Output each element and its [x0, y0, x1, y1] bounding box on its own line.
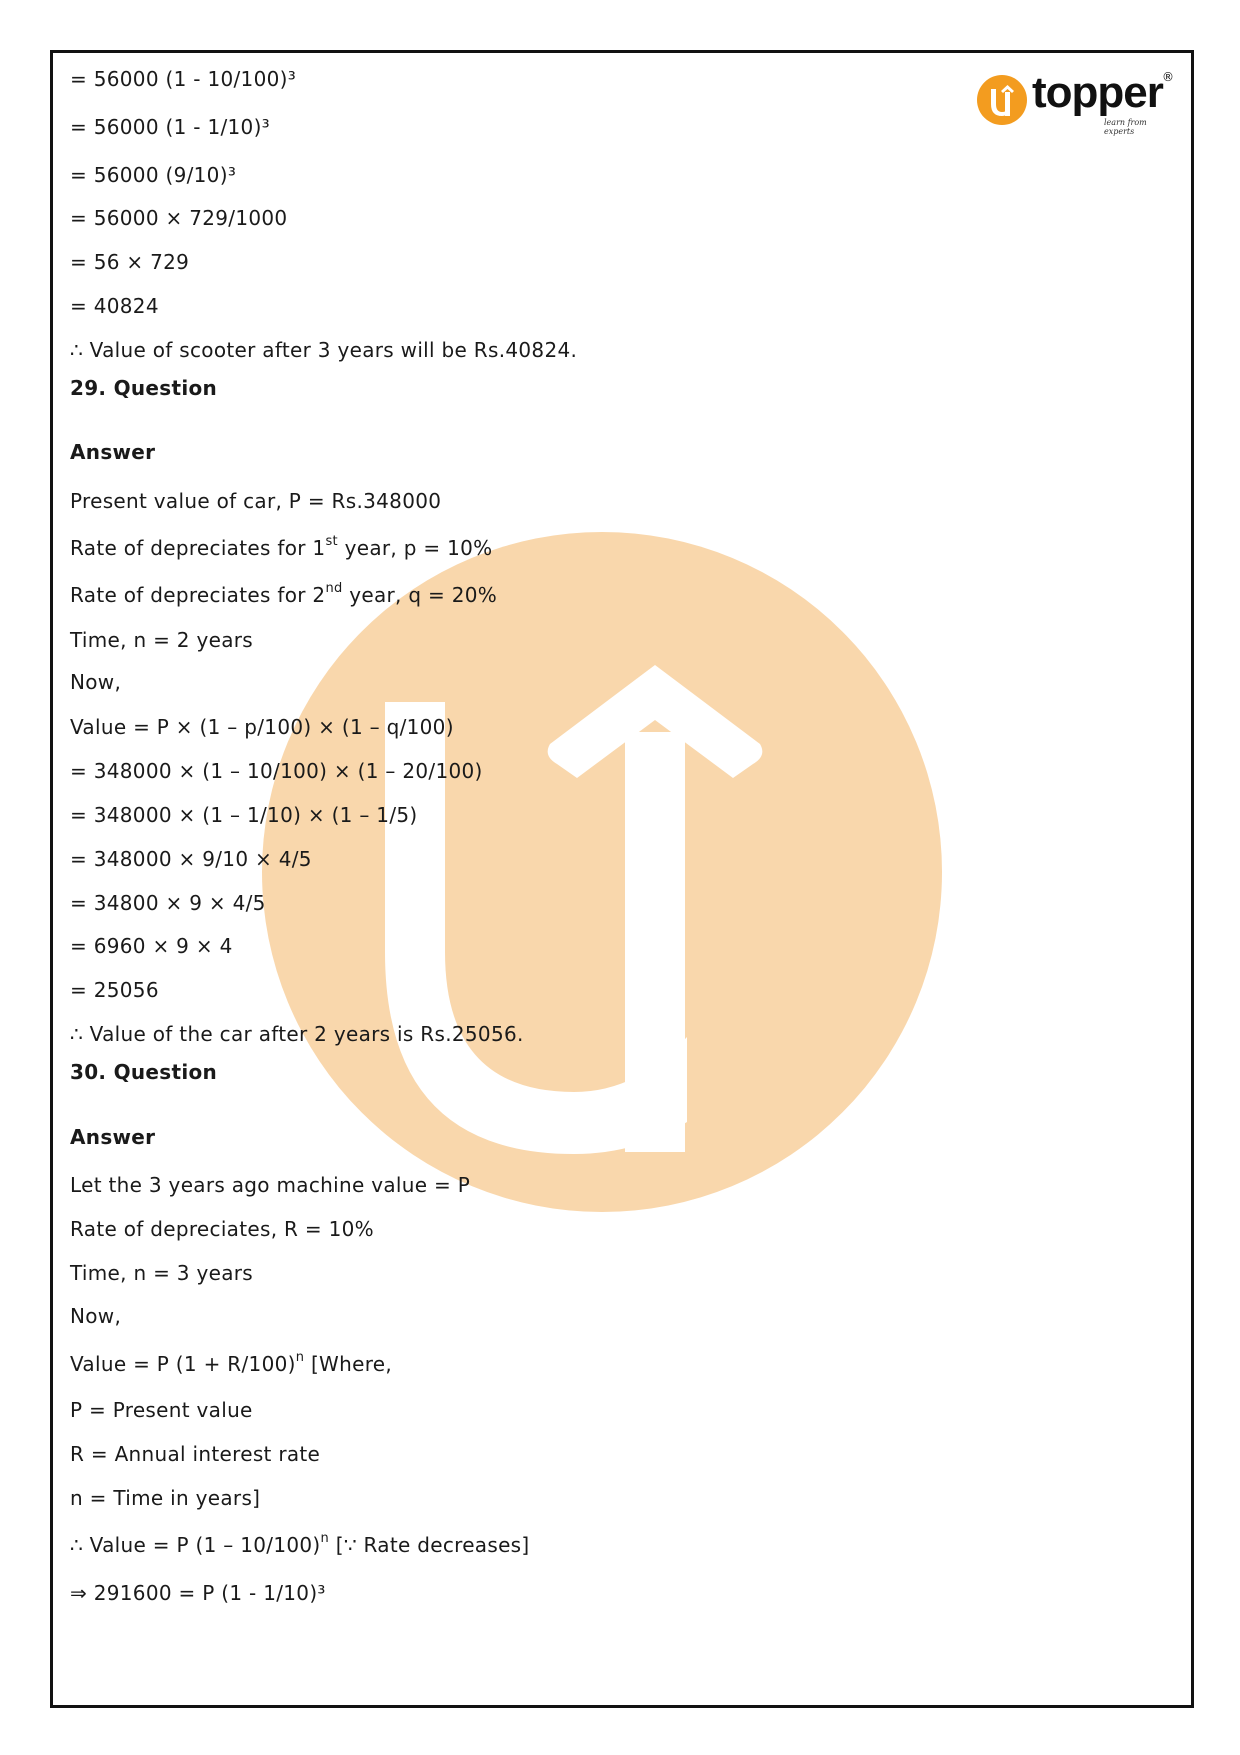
step-line: Time, n = 3 years: [70, 1261, 254, 1285]
step-line: Rate of depreciates for 2nd year, q = 20%: [70, 581, 498, 607]
step-line: Let the 3 years ago machine value = P: [70, 1173, 471, 1197]
step-line: = 25056: [70, 978, 159, 1002]
conclusion-line: ∴ Value of scooter after 3 years will be Rs.40824.: [70, 338, 578, 362]
step-line: Now,: [70, 670, 122, 694]
step-line: = 348000 × 9/10 × 4/5: [70, 847, 312, 871]
step-line: n = Time in years]: [70, 1486, 261, 1510]
step-line: Time, n = 2 years: [70, 628, 254, 652]
step-line: ⇒ 291600 = P (1 - 1/10)³: [70, 1581, 326, 1605]
step-line: Now,: [70, 1304, 122, 1328]
step-line: = 348000 × (1 – 10/100) × (1 – 20/100): [70, 759, 483, 783]
step-line: = 34800 × 9 × 4/5: [70, 891, 266, 915]
step-line: = 56 × 729: [70, 250, 190, 274]
question-heading: 29. Question: [70, 376, 218, 400]
answer-heading: Answer: [70, 1125, 156, 1149]
logo-text: topper: [1032, 68, 1163, 117]
step-line: Rate of depreciates, R = 10%: [70, 1217, 374, 1241]
step-line: Present value of car, P = Rs.348000: [70, 489, 442, 513]
step-line: = 56000 (9/10)³: [70, 163, 237, 187]
step-line: Value = P × (1 – p/100) × (1 – q/100): [70, 715, 454, 739]
step-line: Rate of depreciates for 1st year, p = 10%: [70, 534, 493, 560]
step-line: = 40824: [70, 294, 159, 318]
topper-u-icon: [976, 74, 1028, 126]
registered-mark: ®: [1162, 70, 1174, 84]
question-heading: 30. Question: [70, 1060, 218, 1084]
step-line: = 56000 (1 - 10/100)³: [70, 67, 297, 91]
topper-logo: [976, 70, 1172, 134]
step-line: R = Annual interest rate: [70, 1442, 321, 1466]
step-line: ∴ Value = P (1 – 10/100)$^n$ [∵ Rate decreases]: [70, 1531, 530, 1557]
logo-tagline: learn from experts: [1104, 118, 1147, 136]
step-line: = 56000 (1 - 1/10)³: [70, 115, 270, 139]
conclusion-line: ∴ Value of the car after 2 years is Rs.25056.: [70, 1022, 524, 1046]
step-line: P = Present value: [70, 1398, 253, 1422]
step-line: Value = P $(1 + R/100)^n$ [Where,: [70, 1350, 393, 1376]
step-line: = 6960 × 9 × 4: [70, 934, 233, 958]
watermark-logo: [262, 532, 942, 1212]
step-line: = 56000 × 729/1000: [70, 206, 288, 230]
step-line: = 348000 × (1 – 1/10) × (1 – 1/5): [70, 803, 418, 827]
answer-heading: Answer: [70, 440, 156, 464]
